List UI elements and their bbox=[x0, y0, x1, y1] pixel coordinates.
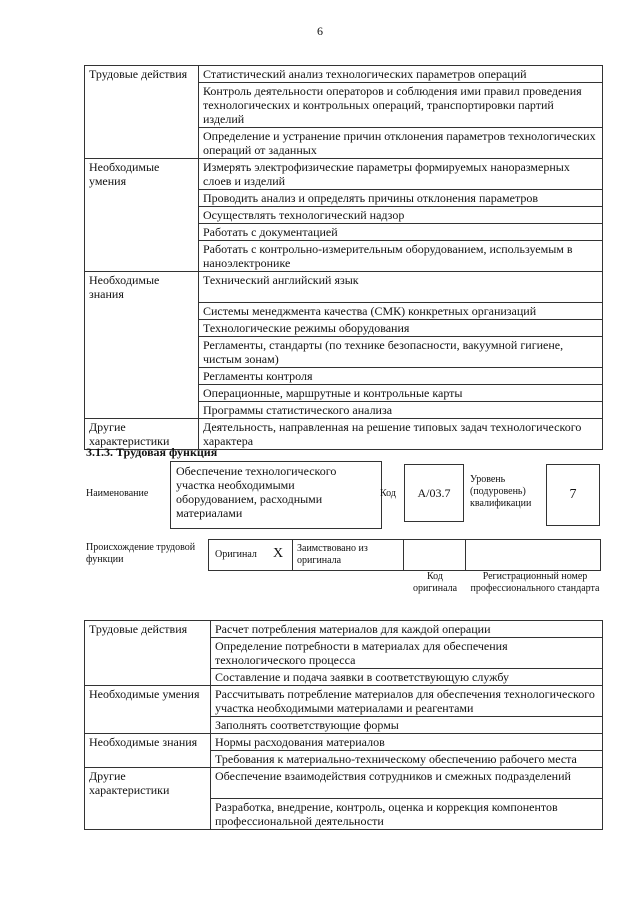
code-value: A/03.7 bbox=[417, 486, 451, 500]
row-item: Контроль деятельности операторов и соблюдения ими правил проведения технологических и контрольных операций, транспортировки партий изделий bbox=[199, 83, 603, 128]
origin-label: Происхождение трудовой функции bbox=[86, 542, 196, 565]
row-item: Системы менеджмента качества (СМК) конкретных организаций bbox=[199, 302, 603, 319]
row-item: Деятельность, направленная на решение типовых задач технологического характера bbox=[199, 418, 603, 449]
original-mark: X bbox=[273, 546, 284, 561]
row-item: Работать с контрольно-измерительным оборудованием, используемым в наноэлектронике bbox=[199, 241, 603, 272]
row-item: Программы статистического анализа bbox=[199, 401, 603, 418]
row-item: Обеспечение взаимодействия сотрудников и смежных подразделений bbox=[211, 768, 603, 799]
row-group-label bbox=[85, 717, 211, 734]
table-row bbox=[85, 241, 603, 272]
row-item: Работать с документацией bbox=[199, 224, 603, 241]
row-group-label bbox=[85, 128, 199, 159]
row-group-label bbox=[85, 241, 199, 272]
row-group-label: Необходимые знания bbox=[85, 734, 211, 751]
row-item: Рассчитывать потребление материалов для обеспечения технологического участка необходимыми материалами и реагентами bbox=[211, 686, 603, 717]
function-name-box bbox=[170, 461, 382, 529]
original-label: Оригинал bbox=[215, 549, 257, 560]
table-row bbox=[85, 302, 603, 319]
code-box bbox=[404, 464, 464, 522]
row-item: Нормы расходования материалов bbox=[211, 734, 603, 751]
row-group-label bbox=[85, 302, 199, 319]
table-row bbox=[85, 190, 603, 207]
qualification-level-label: Уровень (подуровень) квалификации bbox=[470, 474, 532, 509]
table-row bbox=[85, 159, 603, 190]
row-item: Требования к материально-техническому обеспечению рабочего места bbox=[211, 751, 603, 768]
row-group-label: Необходимые умения bbox=[85, 686, 211, 717]
level-box bbox=[546, 464, 600, 526]
row-group-label bbox=[85, 367, 199, 384]
row-item: Определение потребности в материалах для обеспечения технологического процесса bbox=[211, 638, 603, 669]
row-item: Технический английский язык bbox=[199, 272, 603, 303]
row-group-label bbox=[85, 83, 199, 128]
row-group-label bbox=[85, 751, 211, 768]
page-number: 6 bbox=[317, 24, 323, 38]
table-row bbox=[85, 751, 603, 768]
section-title: 3.1.3. Трудовая функция bbox=[86, 445, 218, 459]
registration-number-label: Регистрационный номер профессионального стандарта bbox=[470, 571, 600, 594]
row-group-label: Трудовые действия bbox=[85, 66, 199, 83]
row-group-label bbox=[85, 336, 199, 367]
row-group-label bbox=[85, 190, 199, 207]
table-row bbox=[85, 319, 603, 336]
row-item: Измерять электрофизические параметры формируемых наноразмерных слоев и изделий bbox=[199, 159, 603, 190]
table-row bbox=[85, 717, 603, 734]
row-item: Технологические режимы оборудования bbox=[199, 319, 603, 336]
row-item: Статистический анализ технологических параметров операций bbox=[199, 66, 603, 83]
table-row bbox=[85, 638, 603, 669]
row-item: Составление и подача заявки в соответствующую службу bbox=[211, 669, 603, 686]
row-group-label bbox=[85, 224, 199, 241]
row-item: Операционные, маршрутные и контрольные карты bbox=[199, 384, 603, 401]
row-item: Расчет потребления материалов для каждой операции bbox=[211, 621, 603, 638]
name-label: Наименование bbox=[86, 488, 149, 499]
row-group-label: Необходимые умения bbox=[85, 159, 199, 190]
row-group-label bbox=[85, 384, 199, 401]
origin-divider-3 bbox=[465, 540, 466, 570]
row-item: Разработка, внедрение, контроль, оценка и коррекция компонентов профессиональной деятельности bbox=[211, 798, 603, 829]
function-name-value: Обеспечение технологического участка необходимыми оборудованием, расходными материалами bbox=[176, 464, 337, 520]
row-item: Проводить анализ и определять причины отклонения параметров bbox=[199, 190, 603, 207]
row-group-label: Другие характеристики bbox=[85, 768, 211, 799]
row-group-label: Другие характеристики bbox=[85, 418, 199, 449]
labor-functions-table-1 bbox=[84, 65, 603, 450]
table-row bbox=[85, 224, 603, 241]
table-row bbox=[85, 367, 603, 384]
code-label: Код bbox=[380, 488, 396, 499]
row-item: Осуществлять технологический надзор bbox=[199, 207, 603, 224]
borrowed-label: Заимствовано из оригинала bbox=[297, 543, 368, 566]
code-original-label: Код оригинала bbox=[412, 571, 458, 594]
table-row bbox=[85, 384, 603, 401]
table-row bbox=[85, 207, 603, 224]
row-group-label bbox=[85, 798, 211, 829]
row-item: Определение и устранение причин отклонения параметров технологических операций от заданных bbox=[199, 128, 603, 159]
row-group-label bbox=[85, 638, 211, 669]
row-group-label bbox=[85, 207, 199, 224]
level-value: 7 bbox=[569, 487, 577, 502]
table-row bbox=[85, 66, 603, 83]
row-item: Регламенты, стандарты (по технике безопасности, вакуумной гигиене, чистым зонам) bbox=[199, 336, 603, 367]
labor-functions-table-2 bbox=[84, 620, 603, 830]
origin-row bbox=[208, 539, 601, 571]
origin-divider-1 bbox=[292, 540, 293, 570]
table-row bbox=[85, 83, 603, 128]
table-row bbox=[85, 336, 603, 367]
table-row bbox=[85, 272, 603, 303]
table-row bbox=[85, 686, 603, 717]
table-row bbox=[85, 734, 603, 751]
table-row bbox=[85, 798, 603, 829]
row-group-label bbox=[85, 401, 199, 418]
row-group-label bbox=[85, 669, 211, 686]
row-group-label bbox=[85, 319, 199, 336]
row-item: Заполнять соответствующие формы bbox=[211, 717, 603, 734]
table-row bbox=[85, 621, 603, 638]
table-row bbox=[85, 401, 603, 418]
row-group-label: Трудовые действия bbox=[85, 621, 211, 638]
row-item: Регламенты контроля bbox=[199, 367, 603, 384]
row-group-label: Необходимые знания bbox=[85, 272, 199, 303]
origin-divider-2 bbox=[403, 540, 404, 570]
table-row bbox=[85, 128, 603, 159]
table-row bbox=[85, 768, 603, 799]
table-row bbox=[85, 669, 603, 686]
